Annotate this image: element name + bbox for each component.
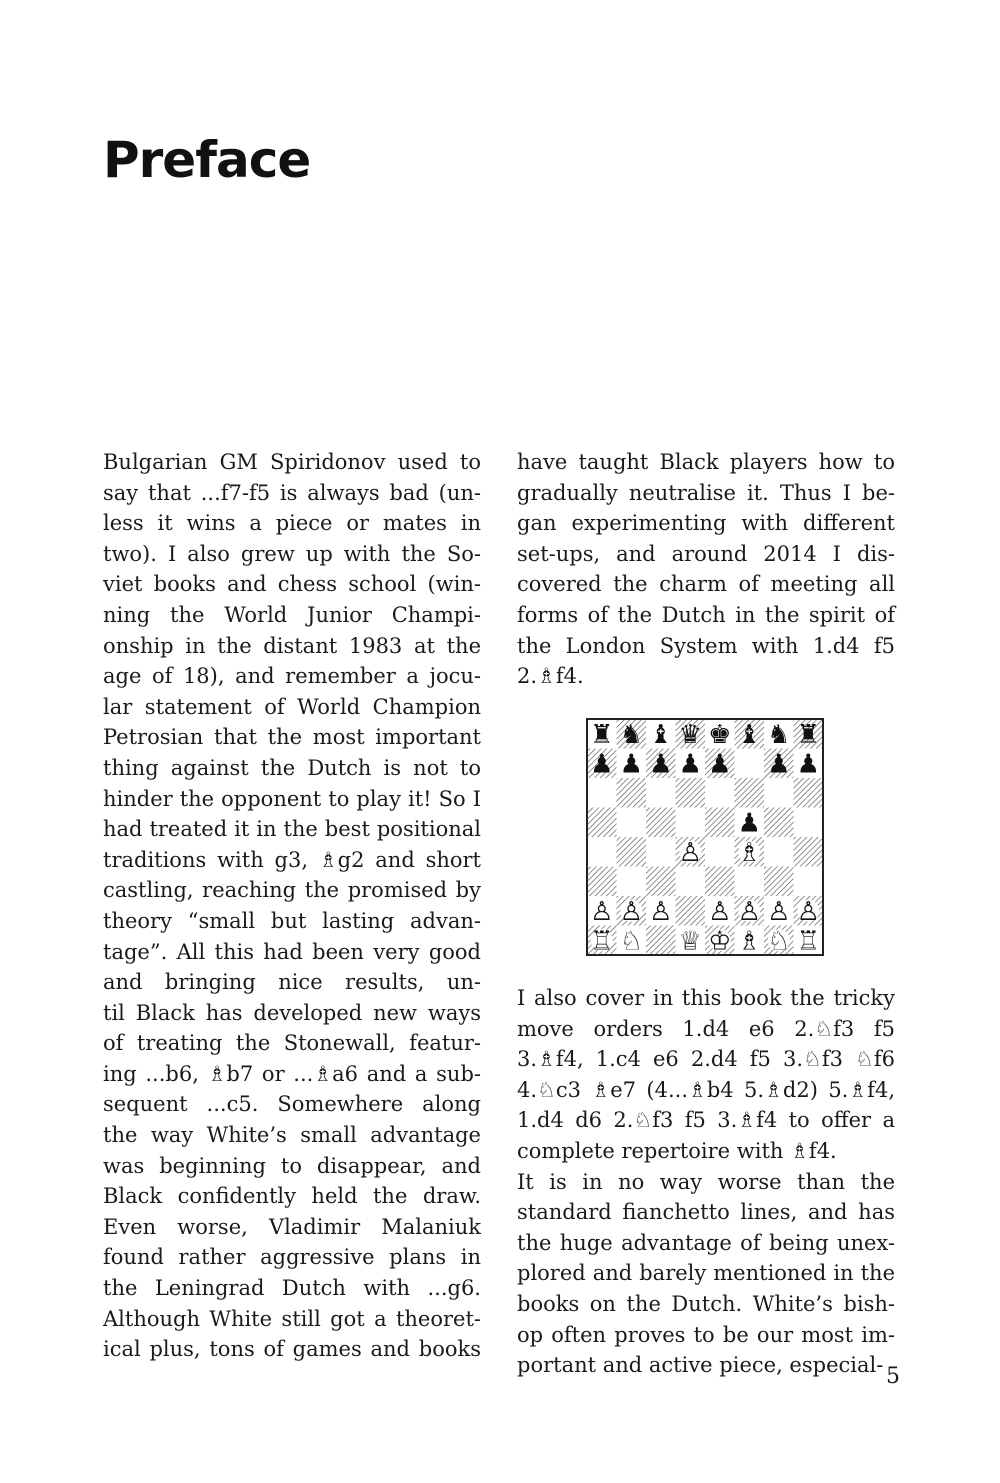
text-line: age of 18), and remember a jocu- [103,664,481,689]
text-line: Petrosian that the most important [103,725,481,750]
black-pawn-icon: ♟ [767,749,791,780]
square-g5 [764,808,794,838]
square-g4 [764,837,794,867]
text-line: set-ups, and around 2014 I dis- [517,541,895,566]
square-a6 [587,778,617,808]
text-line: op often proves to be our most im- [517,1322,895,1347]
text-line: 1.d4 d6 2.♘f3 f5 3.♗f4 to offer a [517,1108,895,1133]
square-c5 [646,808,676,838]
text-line: theory “small but lasting advan- [103,908,481,933]
text-line: of treating the Stonewall, featur- [103,1031,481,1056]
square-b5 [617,808,647,838]
text-line: It is in no way worse than the [517,1169,895,1194]
square-a3 [587,867,617,897]
square-f7 [735,749,765,779]
text-line: complete repertoire with ♗f4. [517,1138,837,1163]
text-line: the way White’s small advantage [103,1123,481,1148]
text-line: ing ...b6, ♗b7 or ...♗a6 and a sub- [103,1061,481,1086]
text-line: had treated it in the best positional [103,817,481,842]
white-bishop-icon: ♗ [737,837,761,868]
text-line: two). I also grew up with the So- [103,541,481,566]
text-line: the huge advantage of being unex- [517,1230,895,1255]
text-line: ical plus, tons of games and books [103,1337,481,1362]
text-line: standard fianchetto lines, and has [517,1200,895,1225]
white-pawn-icon: ♙ [590,896,614,927]
black-pawn-icon: ♟ [590,749,614,780]
square-e3 [705,867,735,897]
text-line: gan experimenting with different [517,511,895,536]
black-pawn-icon: ♟ [796,749,820,780]
text-line: til Black has developed new ways [103,1000,481,1025]
text-line: viet books and chess school (win- [103,572,481,597]
square-h6 [794,778,824,808]
square-h5 [794,808,824,838]
text-line: thing against the Dutch is not to [103,755,481,780]
square-b4 [617,837,647,867]
square-e4 [705,837,735,867]
text-line: traditions with g3, ♗g2 and short [103,847,481,872]
text-line: castling, reaching the promised by [103,878,481,903]
white-pawn-icon: ♙ [619,896,643,927]
text-line: gradually neutralise it. Thus I be- [517,480,895,505]
black-rook-icon: ♜ [590,719,614,750]
page-number: 5 [886,1364,900,1389]
square-h3 [794,867,824,897]
chess-diagram [586,718,824,956]
black-pawn-icon: ♟ [619,749,643,780]
white-rook-icon: ♖ [796,926,820,956]
text-line: ning the World Junior Champi- [103,602,481,627]
text-line: 4.♘c3 ♗e7 (4...♗b4 5.♗d2) 5.♗f4, [517,1077,895,1102]
right-column-bottom [517,983,895,1381]
square-c1 [646,926,676,956]
white-pawn-icon: ♙ [678,837,702,868]
black-bishop-icon: ♝ [737,719,761,750]
right-column-top [517,447,895,692]
left-column [103,447,481,1365]
text-line: Even worse, Vladimir Malaniuk [103,1214,481,1239]
text-line: covered the charm of meeting all [517,572,895,597]
white-pawn-icon: ♙ [708,896,732,927]
white-pawn-icon: ♙ [649,896,673,927]
white-pawn-icon: ♙ [767,896,791,927]
text-line: books on the Dutch. White’s bish- [517,1291,895,1316]
square-e5 [705,808,735,838]
white-pawn-icon: ♙ [737,896,761,927]
black-knight-icon: ♞ [767,719,791,750]
text-line: tage”. All this had been very good [103,939,481,964]
square-f3 [735,867,765,897]
black-pawn-icon: ♟ [737,808,761,839]
text-line: less it wins a piece or mates in [103,511,481,536]
text-line: say that ...f7-f5 is always bad (un- [103,480,481,505]
text-line: Although White still got a theoret- [103,1306,481,1331]
white-queen-icon: ♕ [678,926,702,956]
white-king-icon: ♔ [708,926,732,956]
black-king-icon: ♚ [708,719,732,750]
black-pawn-icon: ♟ [678,749,702,780]
square-b3 [617,867,647,897]
text-line: 3.♗f4, 1.c4 e6 2.d4 f5 3.♘f3 ♘f6 [517,1047,895,1072]
square-a4 [587,837,617,867]
text-line: onship in the distant 1983 at the [103,633,481,658]
white-knight-icon: ♘ [767,926,791,956]
white-pawn-icon: ♙ [796,896,820,927]
text-line: found rather aggressive plans in [103,1245,481,1270]
text-line: move orders 1.d4 e6 2.♘f3 f5 [517,1016,895,1041]
square-c4 [646,837,676,867]
square-f6 [735,778,765,808]
white-rook-icon: ♖ [590,926,614,956]
black-rook-icon: ♜ [796,719,820,750]
text-line: lar statement of World Champion [103,694,481,719]
text-line: forms of the Dutch in the spirit of [517,602,895,627]
text-line: portant and active piece, especial- [517,1353,884,1378]
white-bishop-icon: ♗ [737,926,761,956]
text-line: and bringing nice results, un- [103,970,481,995]
text-line: the Leningrad Dutch with ...g6. [103,1276,481,1301]
square-g3 [764,867,794,897]
black-knight-icon: ♞ [619,719,643,750]
text-line: I also cover in this book the tricky [517,986,895,1010]
text-line: was beginning to disappear, and [103,1153,481,1178]
text-line: the London System with 1.d4 f5 [517,633,895,658]
black-bishop-icon: ♝ [649,719,673,750]
black-pawn-icon: ♟ [649,749,673,780]
square-b6 [617,778,647,808]
text-line: sequent ...c5. Somewhere along [103,1092,481,1117]
text-line: Bulgarian GM Spiridonov used to [103,450,481,474]
square-e6 [705,778,735,808]
square-d2 [676,896,706,926]
square-d6 [676,778,706,808]
text-line: Black confidently held the draw. [103,1184,481,1209]
square-d3 [676,867,706,897]
text-line: have taught Black players how to [517,450,895,474]
square-a5 [587,808,617,838]
text-line: 2.♗f4. [517,664,584,689]
square-c3 [646,867,676,897]
square-c6 [646,778,676,808]
black-pawn-icon: ♟ [708,749,732,780]
square-h4 [794,837,824,867]
square-g6 [764,778,794,808]
chessboard [586,718,824,956]
text-line: hinder the opponent to play it! So I [103,786,481,811]
square-d5 [676,808,706,838]
black-queen-icon: ♛ [678,719,702,750]
white-knight-icon: ♘ [619,926,643,956]
text-line: plored and barely mentioned in the [517,1261,895,1286]
page-title: Preface [103,131,311,189]
